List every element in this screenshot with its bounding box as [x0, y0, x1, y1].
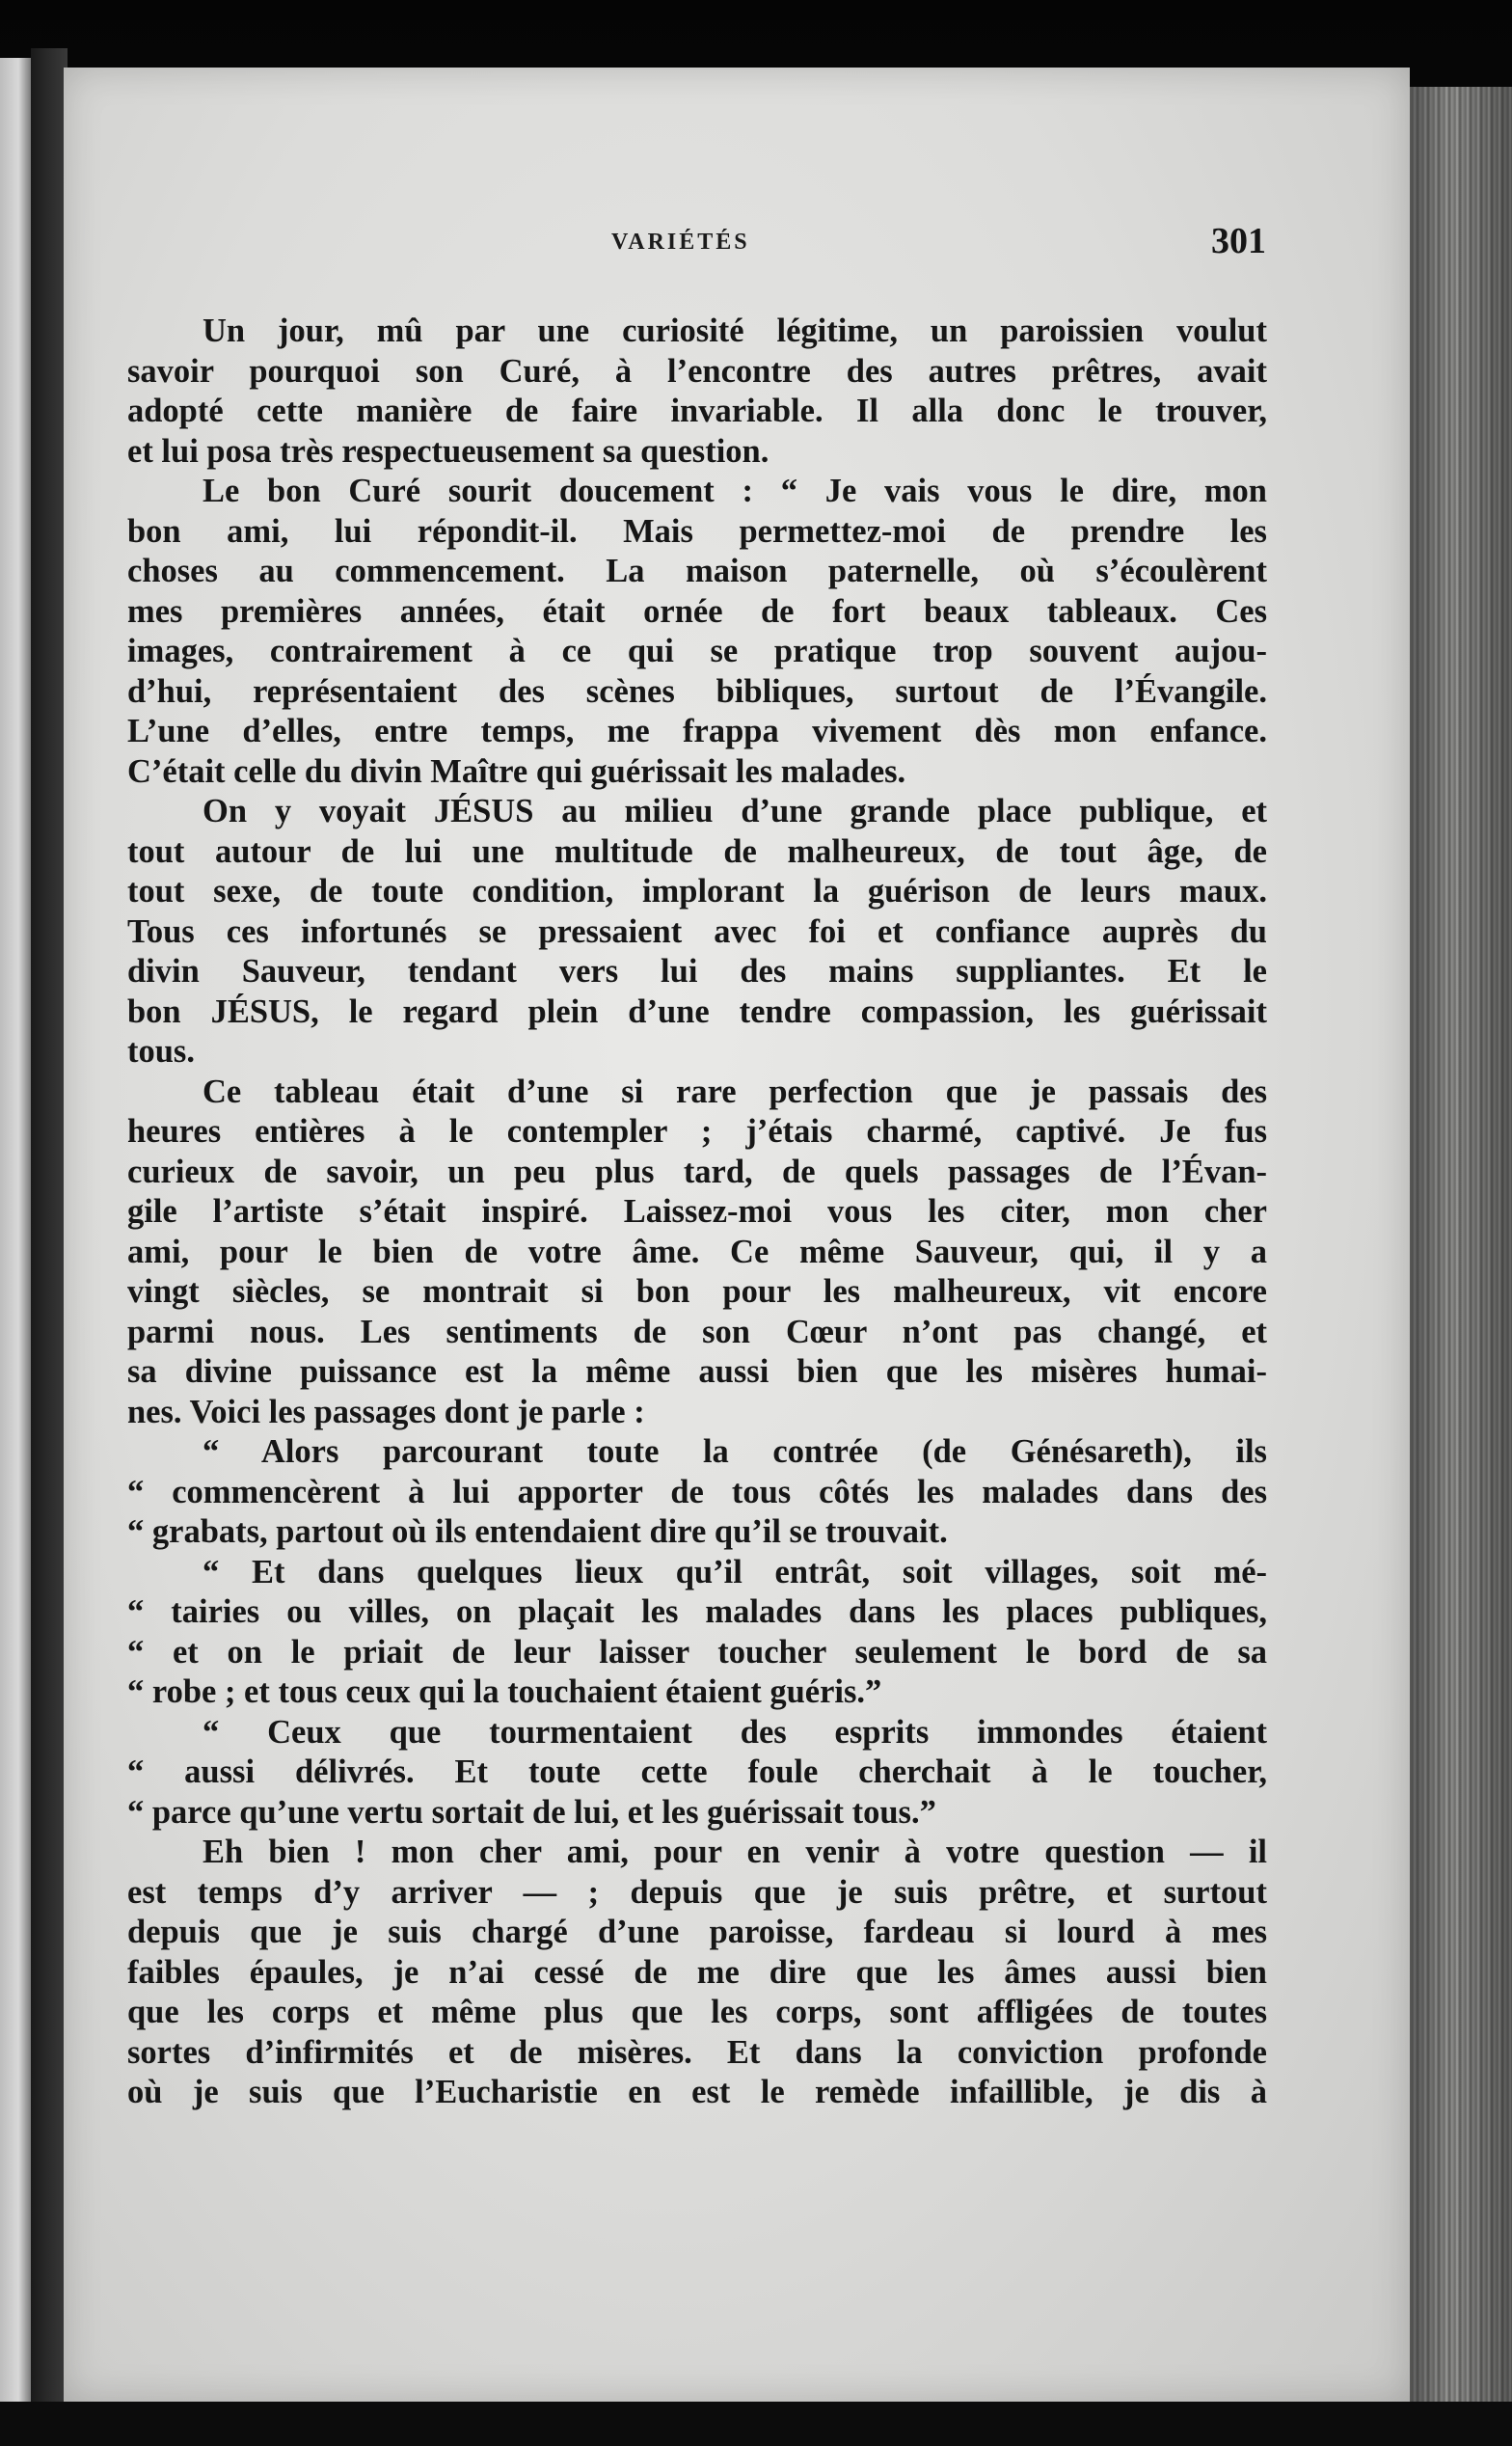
text-line: divin Sauveur, tendant vers lui des mains suppliantes. Et le [127, 953, 1267, 990]
text-line: On y voyait JÉSUS au milieu d’une grande place publique, et [202, 793, 1267, 829]
text-line: adopté cette manière de faire invariable. Il alla donc le trouver, [127, 393, 1267, 429]
text-line: curieux de savoir, un peu plus tard, de quels passages de l’Évan- [127, 1153, 1267, 1190]
text-line: que les corps et même plus que les corps, sont affligées de toutes [127, 1994, 1267, 2030]
text-line: sa divine puissance est la même aussi bien que les misères humai- [127, 1353, 1267, 1390]
text-line: Tous ces infortunés se pressaient avec foi et confiance auprès du [127, 912, 1267, 950]
text-line: est temps d’y arriver — ; depuis que je suis prêtre, et surtout [127, 1873, 1267, 1911]
text-line: d’hui, représentaient des scènes bibliques, surtout de l’Évangile. [127, 672, 1267, 710]
text-line: Le bon Curé sourit doucement : “ Je vais vous le dire, mon [202, 473, 1267, 509]
text-line: où je suis que l’Eucharistie en est le remède infaillible, je dis à [127, 2074, 1267, 2110]
text-line: images, contrairement à ce qui se pratique trop souvent aujou- [127, 633, 1267, 669]
scan-bottom-border [0, 2402, 1512, 2446]
text-line: ami, pour le bien de votre âme. Ce même Sauveur, qui, il y a [127, 1233, 1267, 1270]
text-line: bon ami, lui répondit-il. Mais permettez-moi de prendre les [127, 512, 1267, 550]
previous-page-edge [0, 58, 31, 2402]
text-line: “ Ceux que tourmentaient des esprits immondes étaient [202, 1713, 1267, 1751]
running-head: VARIÉTÉS [611, 230, 750, 255]
page-stack-shadow [1410, 87, 1512, 2402]
text-line: heures entières à le contempler ; j’étais charmé, captivé. Je fus [127, 1113, 1267, 1150]
text-line: “ parce qu’une vertu sortait de lui, et les guérissait tous.” [127, 1793, 936, 1831]
text-line: C’était celle du divin Maître qui guérissait les malades. [127, 752, 906, 790]
text-line: mes premières années, était ornée de fort beaux tableaux. Ces [127, 592, 1267, 630]
text-line: “ commencèrent à lui apporter de tous côtés les malades dans des [127, 1473, 1267, 1510]
text-line: “ grabats, partout où ils entendaient dire qu’il se trouvait. [127, 1513, 948, 1550]
book-gutter [31, 48, 68, 2421]
text-line: nes. Voici les passages dont je parle : [127, 1393, 645, 1430]
text-line: “ et on le priait de leur laisser toucher seulement le bord de sa [127, 1633, 1267, 1671]
text-line: depuis que je suis chargé d’une paroisse, fardeau si lourd à mes [127, 1914, 1267, 1950]
page-number: 301 [1211, 221, 1266, 261]
text-line: “ tairies ou villes, on plaçait les malades dans les places publiques, [127, 1593, 1267, 1630]
text-line: choses au commencement. La maison paternelle, où s’écoulèrent [127, 553, 1267, 589]
text-line: vingt siècles, se montrait si bon pour les malheureux, vit encore [127, 1273, 1267, 1310]
text-line: tout sexe, de toute condition, implorant la guérison de leurs maux. [127, 873, 1267, 910]
text-line: “ Et dans quelques lieux qu’il entrât, soit villages, soit mé- [202, 1553, 1267, 1590]
text-line: bon JÉSUS, le regard plein d’une tendre compassion, les guérissait [127, 992, 1267, 1030]
text-line: parmi nous. Les sentiments de son Cœur n’ont pas changé, et [127, 1313, 1267, 1350]
text-line: faibles épaules, je n’ai cessé de me dire que les âmes aussi bien [127, 1953, 1267, 1991]
text-line: gile l’artiste s’était inspiré. Laissez-moi vous les citer, mon cher [127, 1193, 1267, 1230]
text-line: tout autour de lui une multitude de malheureux, de tout âge, de [127, 832, 1267, 870]
text-line: savoir pourquoi son Curé, à l’encontre des autres prêtres, avait [127, 352, 1267, 390]
text-line: “ robe ; et tous ceux qui la touchaient étaient guéris.” [127, 1673, 882, 1710]
text-line: L’une d’elles, entre temps, me frappa vivement dès mon enfance. [127, 713, 1267, 749]
text-line: Eh bien ! mon cher ami, pour en venir à votre question — il [202, 1834, 1267, 1870]
text-line: Un jour, mû par une curiosité légitime, un paroissien voulut [202, 313, 1267, 349]
text-line: sortes d’infirmités et de misères. Et dans la conviction profonde [127, 2033, 1267, 2071]
text-line: et lui posa très respectueusement sa question. [127, 432, 770, 470]
text-line: “ aussi délivrés. Et toute cette foule cherchait à le toucher, [127, 1753, 1267, 1790]
text-line: Ce tableau était d’une si rare perfection que je passais des [202, 1073, 1267, 1110]
text-line: “ Alors parcourant toute la contrée (de Génésareth), ils [202, 1433, 1267, 1470]
text-line: tous. [127, 1033, 195, 1070]
body-text [127, 312, 1267, 2113]
